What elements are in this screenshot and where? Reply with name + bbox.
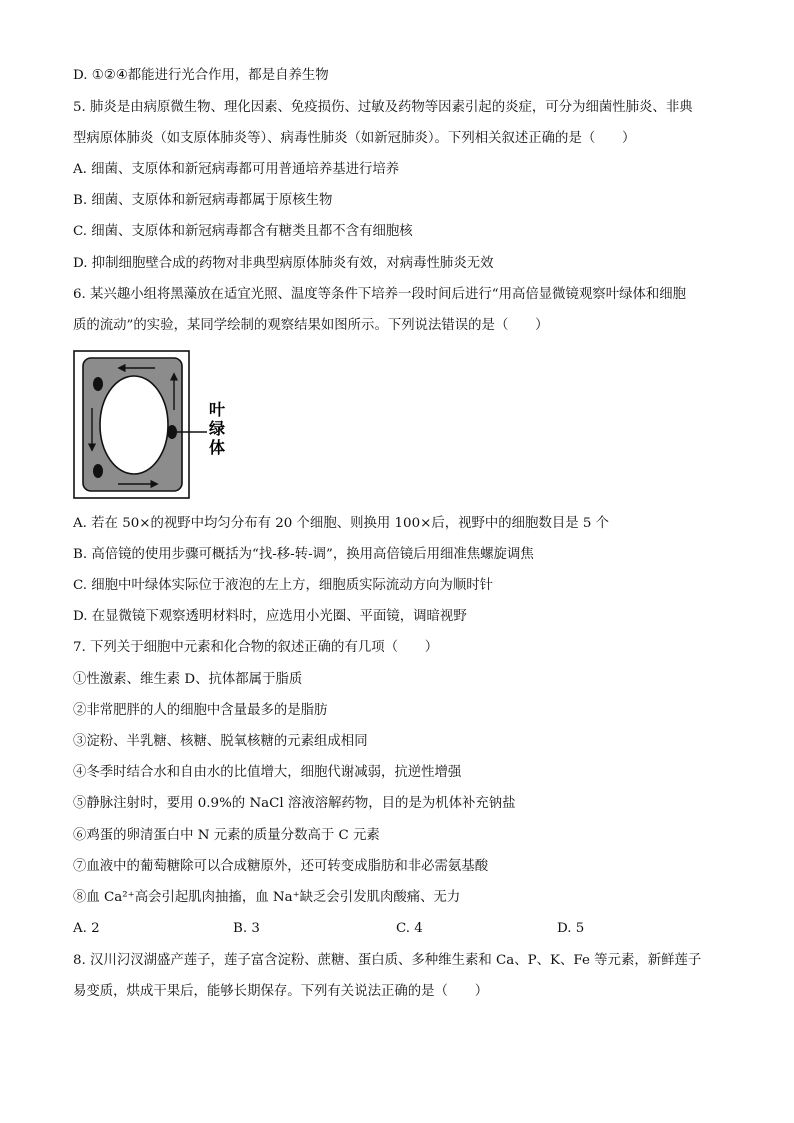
q5-option-c: C. 细菌、支原体和新冠病毒都含有糖类且都不含有细胞核	[73, 224, 413, 239]
chloroplast-right	[167, 425, 177, 439]
figure-label-char-1: 叶	[209, 400, 226, 419]
figure-label-char-3: 体	[209, 438, 226, 457]
q6-option-d: D. 在显微镜下观察透明材料时，应选用小光圈、平面镜，调暗视野	[73, 609, 467, 624]
cell-diagram	[73, 350, 233, 500]
q6-option-b: B. 高倍镜的使用步骤可概括为“找-移-转-调”，换用高倍镜后用细准焦螺旋调焦	[73, 547, 534, 562]
q5-stem-line-1: 5. 肺炎是由病原微生物、理化因素、免疫损伤、过敏及药物等因素引起的炎症，可分为细菌性肺炎、非典	[73, 100, 693, 115]
vacuole	[100, 376, 168, 474]
q5-option-d: D. 抑制细胞壁合成的药物对非典型病原体肺炎有效，对病毒性肺炎无效	[73, 256, 494, 271]
q7-option-b: B. 3	[233, 921, 260, 936]
chloroplast-lower-left	[93, 464, 103, 478]
q8-stem-line-1: 8. 汉川汈汊湖盛产莲子，莲子富含淀粉、蔗糖、蛋白质、多种维生素和 Ca、P、K、Fe 等元素，新鲜莲子	[73, 953, 702, 968]
q6-stem-line-1: 6. 某兴趣小组将黑藻放在适宜光照、温度等条件下培养一段时间后进行“用高倍显微镜观察叶绿体和细胞	[73, 287, 687, 302]
figure-label-char-2: 绿	[209, 419, 226, 438]
q6-stem-line-2: 质的流动”的实验，某同学绘制的观察结果如图所示。下列说法错误的是（ ）	[73, 318, 549, 333]
q7-option-d: D. 5	[557, 921, 585, 936]
q8-stem-line-2: 易变质，烘成干果后，能够长期保存。下列有关说法正确的是（ ）	[73, 984, 489, 999]
q7-stem: 7. 下列关于细胞中元素和化合物的叙述正确的有几项（ ）	[73, 640, 439, 655]
q5-stem-line-2: 型病原体肺炎（如支原体肺炎等）、病毒性肺炎（如新冠肺炎）。下列相关叙述正确的是（ ）	[73, 131, 636, 146]
cell-figure	[73, 350, 233, 500]
q7-statement-6: ⑥鸡蛋的卵清蛋白中 N 元素的质量分数高于 C 元素	[73, 828, 380, 843]
q7-statement-2: ②非常肥胖的人的细胞中含量最多的是脂肪	[73, 703, 328, 718]
q7-option-c: C. 4	[396, 921, 423, 936]
q5-option-b: B. 细菌、支原体和新冠病毒都属于原核生物	[73, 193, 333, 208]
q7-statement-4: ④冬季时结合水和自由水的比值增大，细胞代谢减弱，抗逆性增强	[73, 765, 462, 780]
q7-statement-1: ①性激素、维生素 D、抗体都属于脂质	[73, 672, 303, 687]
q7-statement-3: ③淀粉、半乳糖、核糖、脱氧核糖的元素组成相同	[73, 734, 368, 749]
q7-statement-8: ⑧血 Ca²⁺高会引起肌肉抽搐，血 Na⁺缺乏会引发肌肉酸痛、无力	[73, 890, 461, 905]
chloroplast-upper-left	[93, 377, 103, 391]
q6-option-a: A. 若在 50×的视野中均匀分布有 20 个细胞、则换用 100×后，视野中的细胞数目是 5 个	[73, 516, 610, 531]
q6-option-c: C. 细胞中叶绿体实际位于液泡的左上方，细胞质实际流动方向为顺时针	[73, 578, 493, 593]
q7-statement-5: ⑤静脉注射时，要用 0.9%的 NaCl 溶液溶解药物，目的是为机体补充钠盐	[73, 796, 516, 811]
q7-option-a: A. 2	[73, 921, 100, 936]
q4-option-d: D. ①②④都能进行光合作用，都是自养生物	[73, 68, 329, 83]
q7-statement-7: ⑦血液中的葡萄糖除可以合成糖原外，还可转变成脂肪和非必需氨基酸	[73, 859, 489, 874]
q5-option-a: A. 细菌、支原体和新冠病毒都可用普通培养基进行培养	[73, 162, 400, 177]
